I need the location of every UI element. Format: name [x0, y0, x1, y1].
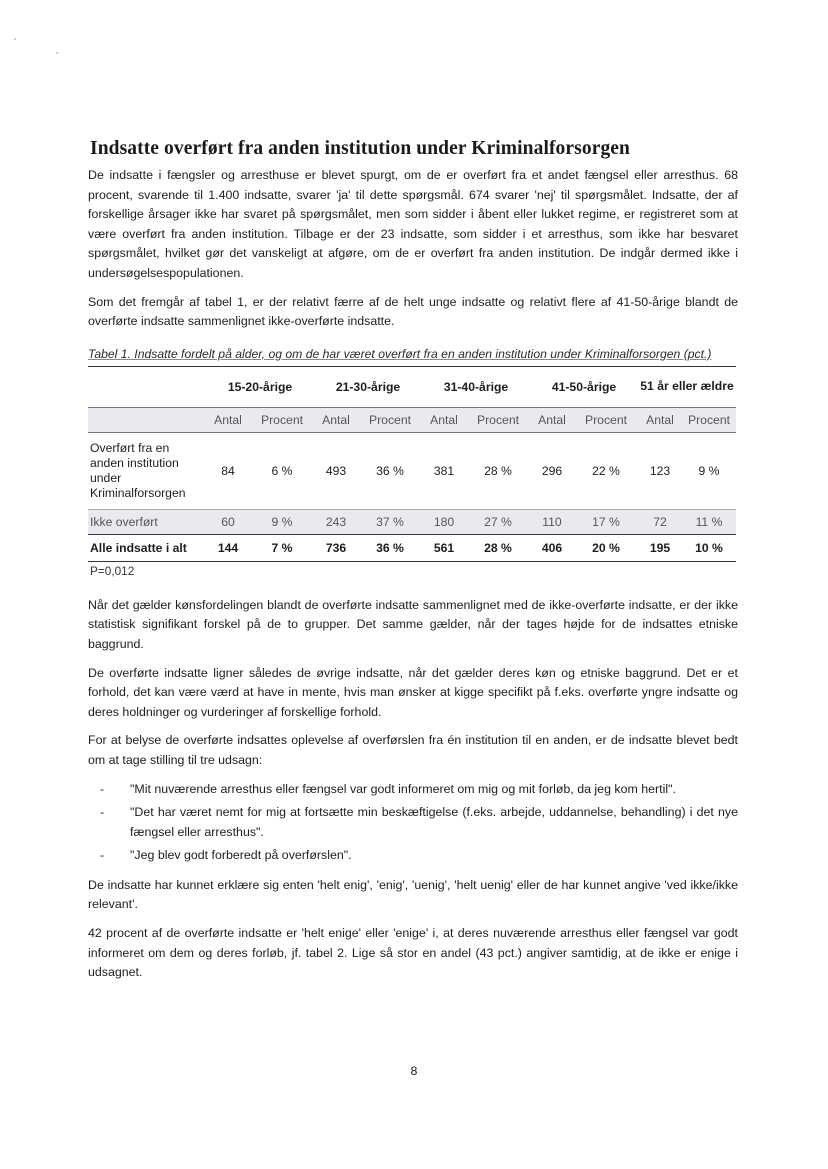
body-paragraph: Når det gælder kønsfordelingen blandt de overførte indsatte sammenlignet med de ikke-overførte indsatte, er der ikke statistisk signifikant forskel på de to grupper. Det samme gælder, når der tages højde for de indsattes etniske baggrund.	[88, 597, 738, 651]
table-cell: 561	[422, 534, 466, 561]
table-cell: 17 %	[574, 509, 638, 534]
page-number: 8	[410, 1064, 418, 1078]
list-item: - "Det har været nemt for mig at fortsætte min beskæftigelse (f.eks. arbejde, uddannelse, behandling) i det nye fængsel eller arresthus".	[100, 805, 738, 839]
table-cell: 9 %	[698, 463, 720, 478]
antal-label: Antal	[206, 407, 250, 432]
table-cell: 243	[314, 509, 358, 534]
statement-list	[88, 780, 738, 866]
table-cell: 296	[541, 463, 563, 478]
row-label: Overført fra en anden institution under Kriminalforsorgen	[90, 440, 186, 500]
table-cell: 123	[649, 463, 671, 478]
age-group-header: 15-20-årige	[206, 366, 314, 407]
subheader-corner	[88, 407, 206, 432]
dash-bullet: -	[100, 781, 105, 796]
table-cell: 180	[422, 509, 466, 534]
table-cell: 493	[325, 463, 347, 478]
table-cell: 406	[530, 534, 574, 561]
dash-bullet: -	[100, 805, 105, 820]
table-cell: 84	[221, 463, 235, 478]
page-content	[88, 138, 738, 992]
table-cell: 11 %	[682, 509, 736, 534]
table-reference-paragraph: Som det fremgår af tabel 1, er der relativt færre af de helt unge indsatte og relativt flere af 41-50-årige blandt de overførte indsatte sammenlignet ikke-overførte indsatte.	[88, 294, 738, 329]
procent-label: Procent	[682, 407, 736, 432]
age-group-header: 51 år eller ældre	[638, 366, 736, 407]
scan-speck	[14, 38, 16, 40]
procent-label: Procent	[466, 407, 530, 432]
table-cell: 195	[638, 534, 682, 561]
table-subheader-row	[88, 407, 736, 432]
table-cell: 10 %	[682, 534, 736, 561]
scan-speck	[56, 52, 58, 54]
antal-label: Antal	[422, 407, 466, 432]
list-item: - "Mit nuværende arresthus eller fængsel var godt informeret om mig og mit forløb, da jeg kom hertil".	[88, 780, 738, 800]
table-cell: 22 %	[592, 463, 620, 478]
table-row	[88, 509, 736, 534]
table-cell: 72	[638, 509, 682, 534]
dash-bullet: -	[100, 848, 105, 863]
table-cell: 60	[206, 509, 250, 534]
section-heading: Indsatte overført fra anden institution under Kriminalforsorgen	[90, 138, 631, 159]
row-label: Ikke overført	[88, 509, 206, 534]
table-cell: 144	[206, 534, 250, 561]
table-cell: 28 %	[484, 463, 512, 478]
table-total-row	[88, 534, 736, 561]
table-header-row	[88, 366, 736, 407]
table-cell: 381	[433, 463, 455, 478]
antal-label: Antal	[638, 407, 682, 432]
table-cell: 110	[530, 509, 574, 534]
row-label: Alle indsatte i alt	[88, 534, 206, 561]
body-paragraph: 42 procent af de overførte indsatte er 'helt enige' eller 'enige' i, at deres nuværende arresthus eller fængsel var godt informeret om dem og deres forløb, jf. tabel 2. Lige så stor en andel (43 pct.) angiver samtidig, at de ikke er enige i udsagnet.	[88, 926, 738, 980]
table-row	[88, 432, 736, 509]
table-cell: 9 %	[250, 509, 314, 534]
table-cell: 28 %	[466, 534, 530, 561]
procent-label: Procent	[358, 407, 422, 432]
body-paragraph: For at belyse de overførte indsattes oplevelse af overførslen fra én institution til en anden, er de indsatte blevet bedt om at tage stilling til tre udsagn:	[88, 733, 738, 767]
procent-label: Procent	[574, 407, 638, 432]
table-cell: 37 %	[358, 509, 422, 534]
table-cell: 36 %	[376, 463, 404, 478]
antal-label: Antal	[314, 407, 358, 432]
body-paragraph: De indsatte har kunnet erklære sig enten 'helt enig', 'enig', 'uenig', 'helt uenig' eller de har kunnet angive 'ved ikke/ikke relevant'.	[88, 877, 738, 912]
table-cell: 20 %	[574, 534, 638, 561]
age-group-header: 21-30-årige	[314, 366, 422, 407]
body-paragraph: De overførte indsatte ligner således de øvrige indsatte, når det gælder deres køn og etniske baggrund. Det er et forhold, det kan være værd at have in mente, hvis man ønsker at kigge specifikt på f.eks. overførte yngre indsatte og deres holdninger og vurderinger af forskellige forhold.	[88, 665, 738, 719]
age-group-header: 41-50-årige	[530, 366, 638, 407]
list-item: - "Jeg blev godt forberedt på overførslen".	[88, 846, 738, 866]
age-distribution-table	[88, 366, 736, 562]
header-corner	[88, 366, 206, 407]
table-cell: 36 %	[358, 534, 422, 561]
antal-label: Antal	[530, 407, 574, 432]
p-value: P=0,012	[90, 563, 135, 578]
table-cell: 7 %	[250, 534, 314, 561]
table-cell: 736	[314, 534, 358, 561]
table-cell: 6 %	[271, 463, 293, 478]
table-caption: Tabel 1. Indsatte fordelt på alder, og om de har været overført fra en anden institution under Kriminalforsorgen (pct.)	[88, 346, 712, 361]
age-group-header: 31-40-årige	[422, 366, 530, 407]
intro-paragraph: De indsatte i fængsler og arresthuse er blevet spurgt, om de er overført fra et andet fængsel eller arresthus. 68 procent, svarende til 1.400 indsatte, svarer 'ja' til dette spørgsmål. 674 svarer 'nej' til spørgsmålet. Indsatte, der af forskellige årsager ikke har svaret på spørgsmålet, men som sidder i åbent eller lukket regime, er registreret som at være overført fra anden institution. Tilbage er der 23 indsatte, som sidder i et arresthus, som ikke har besvaret spørgsmålet, hvilket gør det vanskeligt at afgøre, om de er overført fra anden institution. De indgår dermed ikke i undersøgelsespopulationen.	[88, 168, 738, 280]
table-cell: 27 %	[466, 509, 530, 534]
procent-label: Procent	[250, 407, 314, 432]
